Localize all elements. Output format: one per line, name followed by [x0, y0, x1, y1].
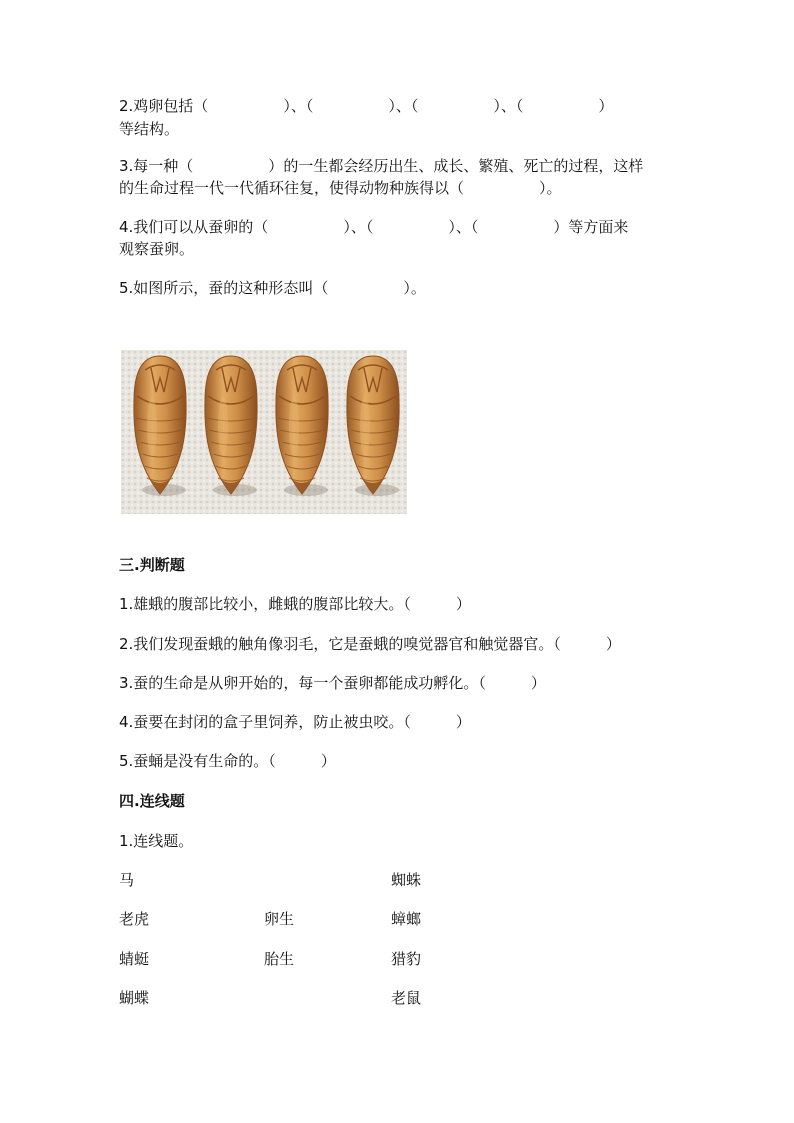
matching-prompt: 1.连线题。 [119, 832, 194, 850]
judge-item-1: 1.雄蛾的腹部比较小，雌蛾的腹部比较大。（ ） [119, 595, 471, 613]
silkworm-pupae-photo [121, 350, 407, 514]
matching-heading: 四.连线题 [119, 792, 185, 810]
q3-line1: 3.每一种（ ）的一生都会经历出生、成长、繁殖、死亡的过程，这样 [119, 157, 644, 175]
match-right-1: 蜘蛛 [391, 871, 422, 889]
q5-line1: 5.如图所示，蚕的这种形态叫（ ）。 [119, 279, 426, 297]
match-middle-2: 卵生 [264, 910, 295, 928]
judge-item-3: 3.蚕的生命是从卵开始的，每一个蚕卵都能成功孵化。（ ） [119, 674, 546, 692]
judge-item-2: 2.我们发现蚕蛾的触角像羽毛，它是蚕蛾的嗅觉器官和触觉器官。（ ） [119, 635, 621, 653]
q2-line1: 2.鸡卵包括（ ）、（ ）、（ ）、（ ） [119, 97, 614, 115]
match-right-2: 蟑螂 [391, 910, 422, 928]
match-middle-3: 胎生 [264, 950, 295, 968]
match-right-3: 猎豹 [391, 950, 422, 968]
q4-line2: 观察蚕卵。 [119, 240, 195, 258]
q4-line1: 4.我们可以从蚕卵的（ ）、（ ）、（ ）等方面来 [119, 218, 629, 236]
match-left-1: 马 [119, 871, 135, 889]
pupae-illustration [121, 350, 407, 514]
judge-item-4: 4.蚕要在封闭的盒子里饲养，防止被虫咬。（ ） [119, 713, 471, 731]
match-left-3: 蜻蜓 [119, 950, 150, 968]
match-left-2: 老虎 [119, 910, 150, 928]
judge-heading: 三.判断题 [119, 556, 185, 574]
match-right-4: 老鼠 [391, 989, 422, 1007]
judge-item-5: 5.蚕蛹是没有生命的。（ ） [119, 752, 336, 770]
q3-line2: 的生命过程一代一代循环往复，使得动物种族得以（ ）。 [119, 179, 562, 197]
q2-line2: 等结构。 [119, 120, 180, 138]
match-left-4: 蝴蝶 [119, 989, 150, 1007]
